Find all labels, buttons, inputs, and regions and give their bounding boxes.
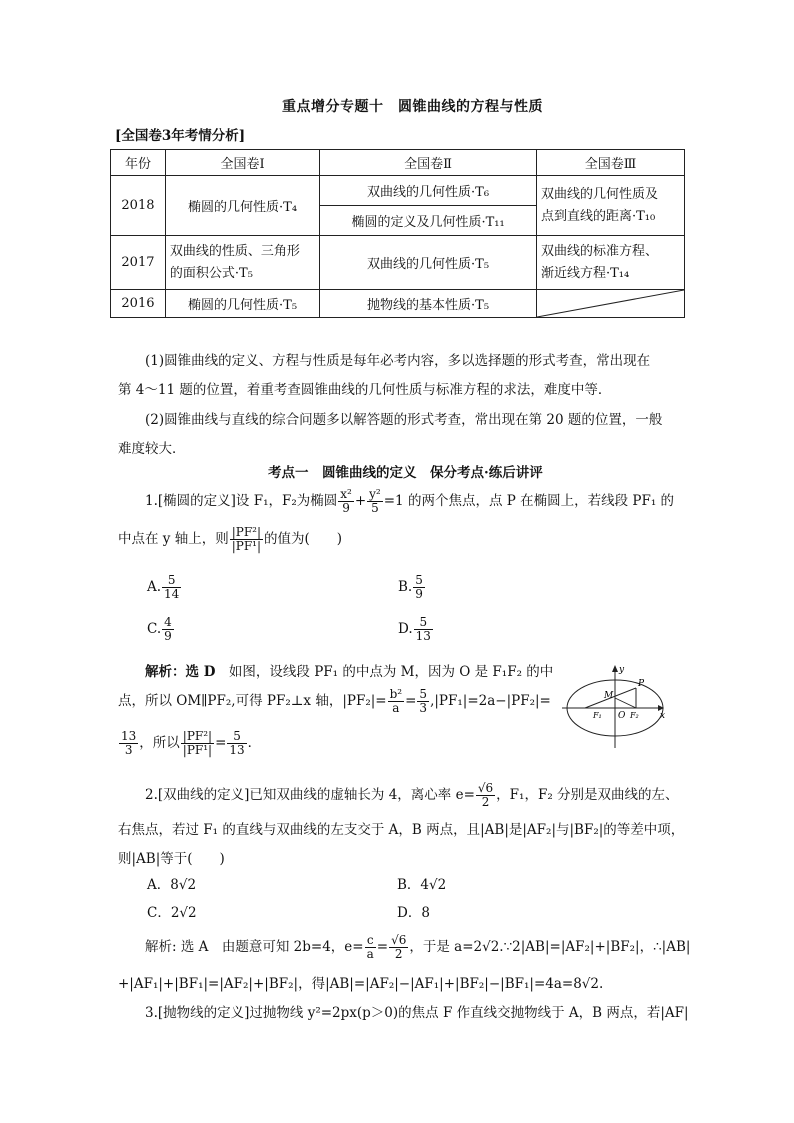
cell-2017-paper1-line1: 双曲线的性质、三角形 (169, 243, 300, 259)
cell-2018-paper2a: 双曲线的几何性质·T₆ (320, 176, 537, 206)
q2-stem-line3: 则|AB|等于( ) (118, 851, 225, 867)
cell-2018-paper3-line1: 双曲线的几何性质及 (540, 186, 658, 202)
q2-option-c[interactable]: C．2√2 (147, 905, 197, 921)
segment-om (615, 698, 636, 708)
q1-stem-a: 1.[椭圆的定义]设 F₁，F₂为椭圆 (145, 493, 338, 509)
summary-p1-line2: 第 4～11 题的位置，着重考查圆锥曲线的几何性质与标准方程的求法，难度中等． (118, 382, 612, 398)
cell-2017-paper1 (165, 236, 319, 290)
cell-2017-paper3-line1: 双曲线的标准方程、 (540, 243, 658, 259)
exam-analysis-table (110, 149, 685, 318)
table-row (111, 236, 685, 290)
ellipse-figure (560, 660, 670, 752)
cell-2017-paper3-line2: 渐近线方程·T₁₄ (540, 265, 630, 281)
q1-solution-line2: 点，所以 OM∥PF₂,可得 PF₂⊥x 轴，|PF₂|= $\frac{\text{b²}}{a}$ = $\frac{5}{3}$ ,|PF₁|=2a−|PF₂|= (118, 687, 551, 715)
year-2016: 2016 (111, 290, 166, 318)
table-row (111, 290, 685, 318)
q1-option-b[interactable]: B. $\frac{5}{9}$ (398, 573, 423, 601)
q2-stem-line2: 右焦点，若过 F₁ 的直线与双曲线的左支交于 A，B 两点，且|AB|是|AF₂|与|BF₂|的等差中项， (118, 822, 685, 838)
q1-stem-b: =1 的两个焦点，点 P 在椭圆上，若线段 PF₁ 的 (383, 493, 675, 509)
col-paper2: 全国卷Ⅱ (320, 150, 537, 176)
label-o: O (618, 711, 626, 721)
q2-solution-line2: +|AF₁|+|BF₁|=|AF₂|+|BF₂|，得|AB|=|AF₂|−|AF₁|+|BF₂|−|BF₁|=4a=8√2. (118, 976, 604, 992)
diagonal-slash (537, 290, 684, 317)
page-title: 重点增分专题十 圆锥曲线的方程与性质 (282, 99, 543, 115)
y-axis-arrow (612, 665, 618, 672)
cell-2016-paper3-empty (536, 290, 684, 318)
q1-solution-label: 解析：选 D (145, 664, 216, 680)
cell-2017-paper2: 双曲线的几何性质·T₅ (320, 236, 537, 290)
section-heading: 考点一 圆锥曲线的定义 保分考点·练后讲评 (268, 465, 543, 481)
q2-option-b[interactable]: B．4√2 (397, 877, 447, 893)
q1-ratio-frac: $\frac{\text{|PF²|}}{\text{|PF¹|}}$ (231, 525, 262, 553)
cell-2018-paper3 (536, 176, 684, 236)
q2-option-d[interactable]: D．8 (397, 905, 430, 921)
q1-option-d[interactable]: D. $\frac{5}{13}$ (398, 615, 431, 643)
q1-solution-line1: 解析：选 D 如图，设线段 PF₁ 的中点为 M，因为 O 是 F₁F₂ 的中 (145, 664, 554, 680)
cell-2017-paper3 (536, 236, 684, 290)
col-year: 年份 (111, 150, 166, 176)
summary-p2-line1: (2)圆锥曲线与直线的综合问题多以解答题的形式考查，常出现在第 20 题的位置，一般 (145, 412, 663, 428)
label-f1: F₁ (593, 711, 602, 720)
cell-2018-paper2b: 椭圆的定义及几何性质·T₁₁ (320, 206, 537, 236)
q3-stem-line1: 3.[抛物线的定义]过抛物线 y²=2px(p＞0)的焦点 F 作直线交抛物线于 A，B 两点，若|AF| (145, 1005, 689, 1021)
q1-option-a[interactable]: A. $\frac{5}{14}$ (147, 573, 180, 601)
cell-2017-paper1-line2: 的面积公式·T₅ (169, 265, 253, 281)
q1-frac-x: $\frac{\text{x²}}{9}$ (340, 487, 352, 515)
q1-solution-line3: $\frac{13}{3}$ ，所以 $\frac{\text{|PF²|}}{\text{|PF¹|}}$ = $\frac{5}{13}$ ． (121, 729, 262, 757)
label-f2: F₂ (630, 711, 639, 720)
table-header-row (111, 150, 685, 176)
cell-2018-paper1: 椭圆的几何性质·T₄ (165, 176, 319, 236)
label-y: y (619, 665, 625, 675)
summary-p2-line2: 难度较大． (118, 441, 186, 457)
summary-p1-line1: (1)圆锥曲线的定义、方程与性质是每年必考内容，多以选择题的形式考查，常出现在 (145, 353, 651, 369)
col-paper3: 全国卷Ⅲ (536, 150, 684, 176)
q1-frac-y: $\frac{\text{y²}}{5}$ (369, 487, 381, 515)
year-2017: 2017 (111, 236, 166, 290)
q2-solution-line1: 解析: 选 A 由题意可知 2b=4，e= $\frac{c}{a}$ = $\frac{√6}{2}$ ，于是 a=2√2.∵2|AB|=|AF₂|+|BF₂|，∴|AB| (145, 933, 691, 961)
label-x: x (660, 711, 666, 721)
cell-2016-paper1: 椭圆的几何性质·T₅ (165, 290, 319, 318)
col-paper1: 全国卷Ⅰ (165, 150, 319, 176)
q2-stem-line1: 2.[双曲线的定义]已知双曲线的虚轴长为 4，离心率 e= $\frac{√6}{2}$ ，F₁，F₂ 分别是双曲线的左、 (145, 781, 679, 809)
cell-2018-paper3-line2: 点到直线的距离·T₁₀ (540, 208, 656, 224)
label-m: M (604, 691, 614, 701)
q2-option-a[interactable]: A．8√2 (147, 877, 197, 893)
q1-stem-line1: 1.[椭圆的定义]设 F₁，F₂为椭圆 $\frac{\text{x²}}{9}$ + $\frac{\text{y²}}{5}$ =1 的两个焦点，点 P 在椭圆上，若线段 PF₁ 的 (145, 487, 675, 515)
analysis-heading: [全国卷3年考情分析] (115, 128, 246, 144)
label-p: P (638, 679, 645, 689)
q1-option-c[interactable]: C. $\frac{4}{9}$ (147, 615, 172, 643)
cell-2016-paper2: 抛物线的基本性质·T₅ (320, 290, 537, 318)
year-2018: 2018 (111, 176, 166, 236)
table-row (111, 176, 685, 206)
q1-stem-line2: 中点在 y 轴上，则 $\frac{\text{|PF²|}}{\text{|PF¹|}}$ 的值为( ) (118, 525, 343, 553)
